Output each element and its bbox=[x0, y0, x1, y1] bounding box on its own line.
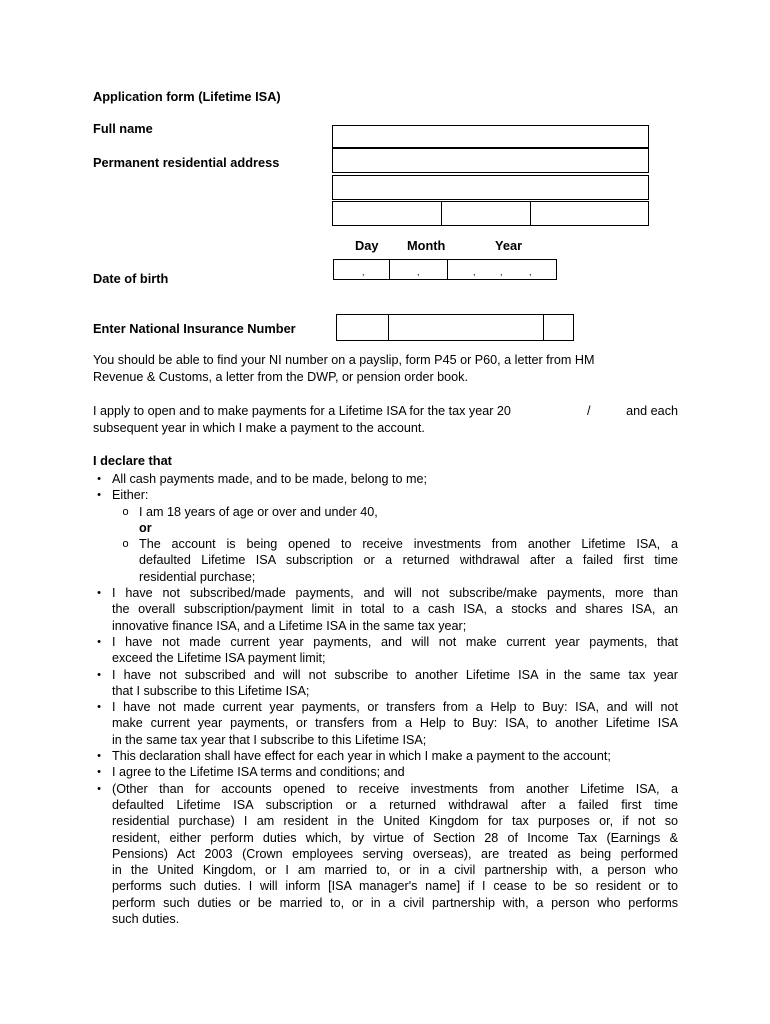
full-name-label: Full name bbox=[93, 121, 153, 136]
address-postcode-field[interactable] bbox=[530, 201, 649, 226]
dob-month-separator: , bbox=[417, 267, 420, 277]
ni-number-field[interactable] bbox=[336, 314, 574, 341]
text-line: in the United Kingdom, or I am married to, or in a civil partnership with, a person who bbox=[112, 863, 678, 878]
text-line: innovative finance ISA, and a Lifetime ISA in the same tax year; bbox=[112, 618, 467, 633]
list-item bbox=[93, 487, 678, 585]
text-line: in the same tax year that I subscribe to this Lifetime ISA; bbox=[112, 732, 427, 747]
address-line-3-field-a[interactable] bbox=[332, 201, 442, 226]
text-line: perform such duties or be married to, or in a civil partnership with, a person who performs bbox=[112, 895, 678, 910]
text-line: resident, either perform duties which, by virtue of Section 28 of Income Tax (Earnings & bbox=[112, 830, 678, 845]
list-item bbox=[93, 585, 678, 634]
sub-bullet: o bbox=[122, 538, 129, 551]
ni-divider bbox=[543, 315, 544, 340]
bullet: • bbox=[97, 473, 101, 485]
bullet: • bbox=[97, 701, 101, 714]
text-line: Revenue & Customs, a letter from the DWP, or pension order book. bbox=[93, 369, 468, 384]
text-line: residential purchase; bbox=[139, 569, 256, 584]
bullet: • bbox=[97, 489, 101, 502]
text-line: I have not subscribed and will not subscribe to another Lifetime ISA in the same tax year bbox=[112, 667, 678, 682]
bullet: • bbox=[97, 750, 101, 763]
text-line: All cash payments made, and to be made, belong to me; bbox=[112, 472, 428, 486]
apply-text-end: and each bbox=[626, 404, 678, 418]
list-item bbox=[93, 764, 678, 780]
text-line: make current year payments, or transfers from a Help to Buy: ISA, to another Lifetime ISA bbox=[112, 716, 678, 731]
ni-divider bbox=[388, 315, 389, 340]
declaration-list bbox=[93, 471, 678, 927]
bullet: • bbox=[97, 668, 101, 681]
text-line: I agree to the Lifetime ISA terms and conditions; and bbox=[112, 765, 405, 780]
text-line: (Other than for accounts opened to receive investments from another Lifetime ISA, a bbox=[112, 781, 678, 796]
list-item bbox=[93, 781, 678, 928]
text-line: Either: bbox=[112, 488, 149, 503]
text-line: such duties. bbox=[112, 912, 180, 927]
text-line: performs such duties. I will inform [ISA manager's name] if I cease to be so resident or to bbox=[112, 879, 678, 894]
text-line: that I subscribe to this Lifetime ISA; bbox=[112, 683, 310, 698]
dob-year-header: Year bbox=[495, 238, 523, 253]
address-line-1-field[interactable] bbox=[332, 148, 649, 173]
dob-year-separator: , bbox=[529, 267, 532, 277]
bullet: • bbox=[97, 635, 101, 648]
dob-year-separator: , bbox=[500, 267, 503, 277]
text-line: I have not made current year payments, and will not make current year payments, that bbox=[112, 634, 678, 649]
text-line: the overall subscription/payment limit in total to a cash ISA, a stocks and shares ISA, an bbox=[112, 602, 678, 617]
text-line: This declaration shall have effect for each year in which I make a payment to the account; bbox=[112, 749, 611, 764]
text-line: residential purchase) I am resident in the United Kingdom for tax purposes or, if not so bbox=[112, 814, 678, 829]
dob-month-header: Month bbox=[407, 238, 446, 253]
text-line: exceed the Lifetime ISA payment limit; bbox=[112, 651, 326, 666]
ni-info-paragraph bbox=[93, 352, 678, 385]
text-line: You should be able to find your NI number on a payslip, form P45 or P60, a letter from HM bbox=[93, 353, 595, 367]
text-line: defaulted Lifetime ISA subscription or a returned withdrawal after a failed first time bbox=[139, 553, 678, 568]
address-line-3-row bbox=[332, 201, 649, 226]
full-name-field[interactable] bbox=[332, 125, 649, 148]
declaration-heading: I declare that bbox=[93, 453, 172, 468]
text-line: I have not subscribed/made payments, and will not subscribe/make payments, more than bbox=[112, 586, 678, 601]
dob-divider bbox=[389, 260, 390, 279]
text-line: I am 18 years of age or over and under 40, bbox=[139, 504, 378, 519]
dob-label: Date of birth bbox=[93, 271, 169, 286]
apply-text: I apply to open and to make payments for a Lifetime ISA for the tax year 20 bbox=[93, 404, 511, 418]
dob-divider bbox=[447, 260, 448, 279]
sub-list-item bbox=[112, 536, 678, 585]
dob-year-separator: , bbox=[473, 267, 476, 277]
or-label: or bbox=[139, 520, 152, 535]
dob-day-separator: , bbox=[362, 267, 365, 277]
list-item bbox=[93, 699, 678, 748]
address-line-2-field[interactable] bbox=[332, 175, 649, 200]
bullet: • bbox=[97, 587, 101, 600]
list-item bbox=[93, 471, 678, 487]
tax-year-slash: / bbox=[587, 404, 591, 418]
sub-list-item bbox=[112, 504, 678, 537]
list-item bbox=[93, 667, 678, 700]
text-line: defaulted Lifetime ISA subscription or a returned withdrawal after a failed first time bbox=[112, 797, 678, 812]
address-line-3-field-b[interactable] bbox=[441, 201, 531, 226]
bullet: • bbox=[97, 782, 101, 795]
dob-field[interactable] bbox=[333, 259, 557, 280]
address-label: Permanent residential address bbox=[93, 155, 280, 170]
apply-line-1 bbox=[93, 403, 678, 420]
text-line: Pensions) Act 2003 (Crown employees serving overseas), are treated as being performed bbox=[112, 846, 678, 861]
list-item bbox=[93, 634, 678, 667]
text-line: The account is being opened to receive investments from another Lifetime ISA, a bbox=[139, 537, 678, 552]
bullet: • bbox=[97, 766, 101, 779]
apply-paragraph bbox=[93, 403, 678, 436]
dob-day-header: Day bbox=[355, 238, 379, 253]
text-line: subsequent year in which I make a payment to the account. bbox=[93, 420, 425, 435]
list-item bbox=[93, 748, 678, 764]
ni-label: Enter National Insurance Number bbox=[93, 321, 296, 336]
text-line: I have not made current year payments, or transfers from a Help to Buy: ISA, and will not bbox=[112, 700, 678, 715]
sub-bullet: o bbox=[122, 505, 129, 518]
form-title: Application form (Lifetime ISA) bbox=[93, 89, 281, 104]
